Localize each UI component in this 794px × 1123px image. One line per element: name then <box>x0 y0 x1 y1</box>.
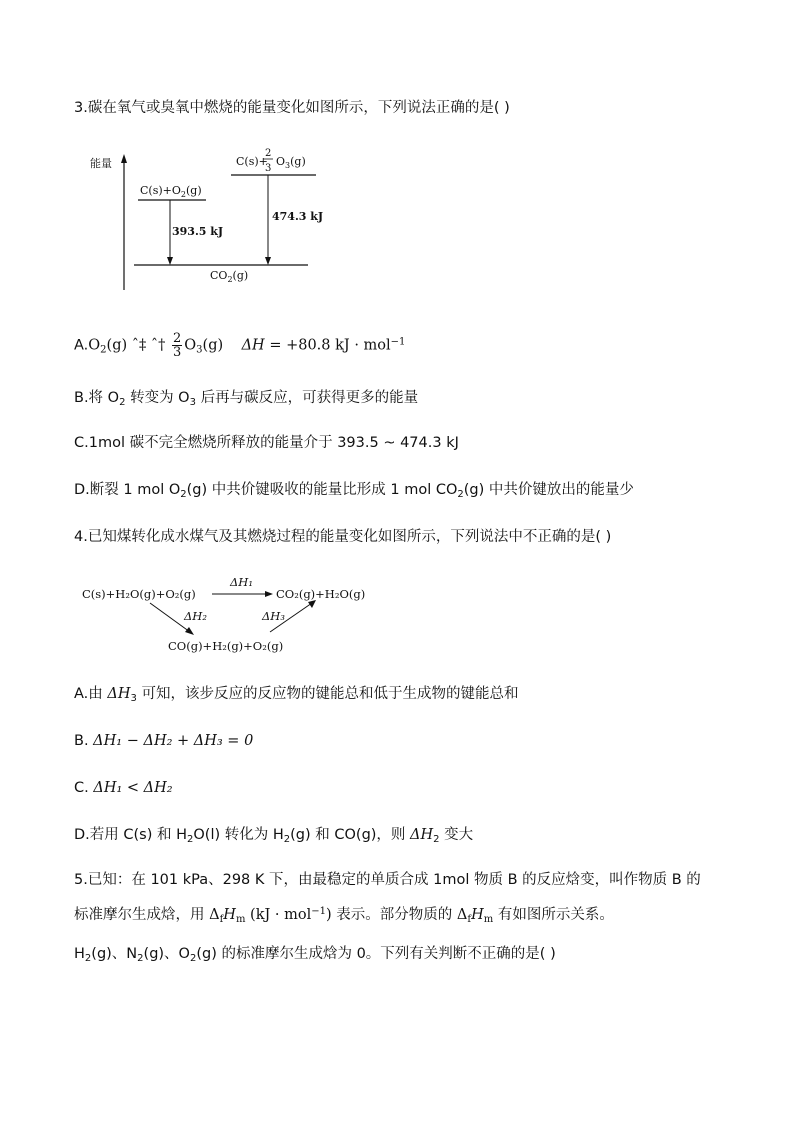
q3-energy-diagram <box>86 140 326 295</box>
energy-axis-label: 能量 <box>90 157 112 170</box>
q4-option-d[interactable]: D.若用 C(s) 和 $H_2O(l)$ 转化为 $H_2(g)$ 和 CO(g)，则 $\Delta H_2$ 变大 <box>74 827 474 845</box>
products-label: CO₂(g)+H₂O(g) <box>276 587 366 601</box>
q3-option-b[interactable]: B.将 $O_2$ 转变为 $O_3$ 后再与碳反应，可获得更多的能量 <box>74 390 419 408</box>
intermediate-label: CO(g)+H₂(g)+O₂(g) <box>168 639 284 653</box>
delta-o2: 393.5 kJ <box>172 225 224 238</box>
q5-stem-line3: $H_2(g)$、$N_2(g)$、$O_2(g)$ 的标准摩尔生成焓为 0。下列有关判断不正确的是( ) <box>74 946 556 964</box>
fraction: $\frac{2}{3}$ <box>172 331 182 360</box>
q3-option-c[interactable]: C.1mol 碳不完全燃烧所释放的能量介于 393.5 ~ 474.3 kJ <box>74 435 459 451</box>
q5-stem-line2: 标准摩尔生成焓，用 $\Delta_fH_m$ (kJ · mol$^{-1}$) 表示。部分物质的 $\Delta_fH_m$ 有如图所示关系。 <box>74 906 614 925</box>
level-o3-prefix: C(s)+ <box>236 155 268 168</box>
dh1-label: ΔH₁ <box>230 575 253 589</box>
q4-stem: 4.已知煤转化成水煤气及其燃烧过程的能量变化如图所示，下列说法中不正确的是( ) <box>74 529 612 545</box>
garbled-equilibrium-arrow: ˆ‡ ˆ† <box>131 337 166 354</box>
dh3-label: ΔH₃ <box>262 609 285 623</box>
q3-stem: 3.碳在氧气或臭氧中燃烧的能量变化如图所示，下列说法正确的是( ) <box>74 100 510 116</box>
symbol-dfhm-2: $\Delta_fH_m$ <box>456 907 494 925</box>
level-o3-species: $O_3(g)$ <box>276 155 306 170</box>
q4-option-a[interactable]: A.由 $\Delta H_3$ 可知，该步反应的反应物的键能总和低于生成物的键能总和 <box>74 686 519 704</box>
reactants-label: C(s)+H₂O(g)+O₂(g) <box>82 587 196 601</box>
level-o3-frac-den: 3 <box>265 163 272 174</box>
q4-reaction-diagram <box>80 570 380 658</box>
dh2-label: ΔH₂ <box>184 609 207 623</box>
q4-option-b[interactable]: B. ΔH₁ − ΔH₂ + ΔH₃ = 0 <box>74 733 254 749</box>
level-o2-label: $C(s)+O_2(g)$ <box>140 184 202 199</box>
q3-option-d[interactable]: D.断裂 1 mol $O_2(g)$ 中共价键吸收的能量比形成 1 mol $CO_2(g)$ 中共价键放出的能量少 <box>74 482 634 500</box>
level-o3-frac-num: 2 <box>265 148 272 159</box>
level-co2-label: $CO_2(g)$ <box>210 269 249 284</box>
delta-o3: 474.3 kJ <box>272 210 324 223</box>
q5-stem-line1: 5.已知：在 101 kPa、298 K 下，由最稳定的单质合成 1mol 物质 B 的反应焓变，叫作物质 B 的 <box>74 872 701 888</box>
q3-option-a[interactable]: $A.O_2(g)$ ˆ‡ ˆ† $\frac{2}{3}$ $O_3(g)$ ΔH = +80.8 kJ · mol$^{-1}$ <box>74 331 406 360</box>
energy-axis-arrow <box>121 154 127 163</box>
symbol-dfhm: $\Delta_fH_m$ <box>209 907 246 925</box>
q4-option-c[interactable]: C. ΔH₁ < ΔH₂ <box>74 780 173 796</box>
